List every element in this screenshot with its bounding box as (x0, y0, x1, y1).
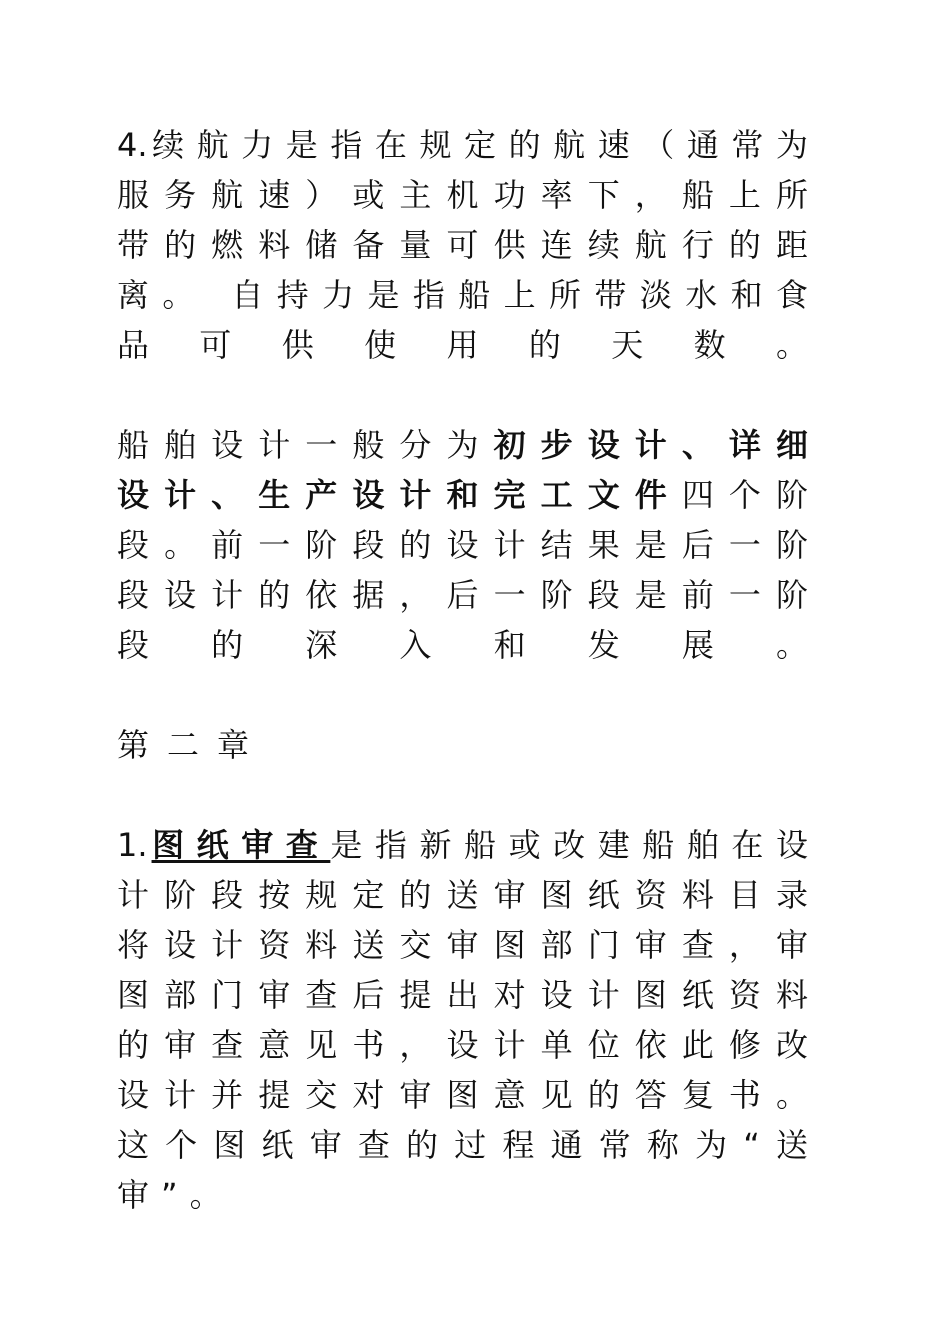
paragraph-endurance (117, 120, 820, 370)
paragraph-text: 是指新船或改建船舶在设计阶段按规定的送审图纸资料目录将设计资料送交审图部门审查，审图部门审查后提出对设计图纸资料的审查意见书，设计单位依此修改设计并提交对审图意见的答复书。这个图纸审查的过程通常称为“送审”。 (117, 826, 820, 1214)
paragraph-drawing-review (117, 820, 820, 1220)
paragraph-tail: 四个阶段。前一阶段的设计结果是后一阶段设计的依据，后一阶段是前一阶段的深入和发展。 (117, 476, 820, 664)
chapter-heading: 第二章 (117, 726, 268, 764)
paragraph-lead: 船舶设计一般分为 (117, 426, 494, 464)
item-number: 4. (117, 126, 148, 164)
document-page (117, 120, 820, 1270)
design-stages-bold: 初步设计、详细设计、生产设计和完工文件 (117, 426, 820, 514)
term-underlined: 图纸审查 (151, 826, 331, 864)
paragraph-design-stages (117, 420, 820, 670)
item-number: 1. (117, 826, 148, 864)
paragraph-text: 续航力是指在规定的航速（通常为服务航速）或主机功率下，船上所带的燃料储备量可供连续航行的距离。 自持力是指船上所带淡水和食品可供使用的天数。 (117, 126, 820, 364)
